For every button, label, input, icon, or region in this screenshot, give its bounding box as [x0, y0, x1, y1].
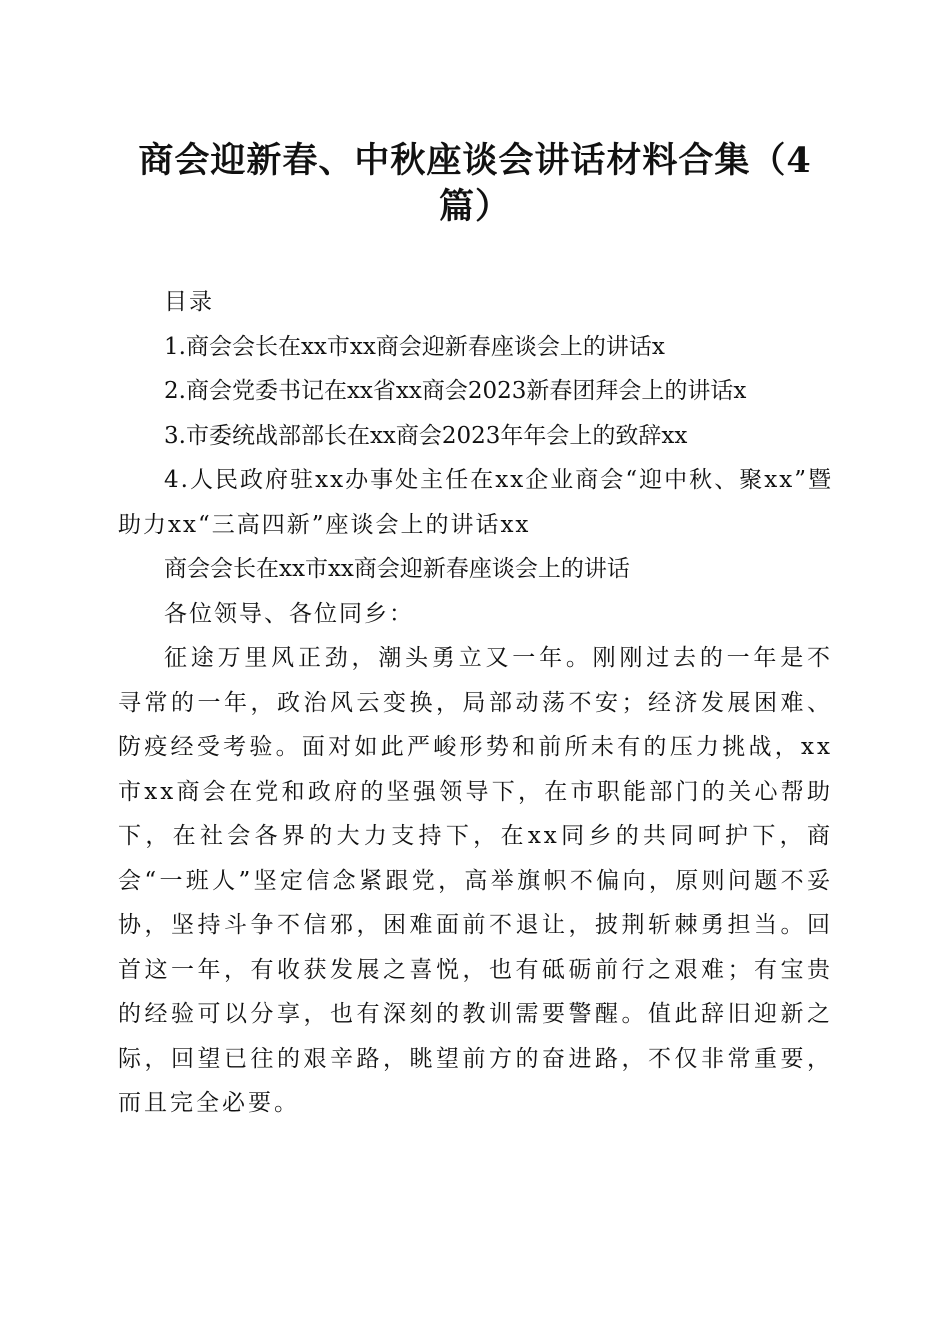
section-title: 商会会长在xx市xx商会迎新春座谈会上的讲话	[164, 556, 630, 582]
document-title	[120, 138, 830, 230]
toc-heading: 目录	[164, 289, 214, 315]
toc-item-2: 2.商会党委书记在xx省xx商会2023新春团拜会上的讲话x	[164, 378, 747, 404]
salutation: 各位领导、各位同乡：	[164, 600, 414, 627]
title-line-2: 篇）	[438, 186, 511, 227]
toc-item-4: 4.人民政府驻xx办事处主任在xx企业商会“迎中秋、聚xx”暨助力xx“三高四新”座谈会上的讲话xx	[118, 467, 833, 538]
body-paragraph: 征途万里风正劲，潮头勇立又一年。刚刚过去的一年是不寻常的一年，政治风云变换，局部动荡不安；经济发展困难、防疫经受考验。面对如此严峻形势和前所未有的压力挑战，xx市xx商会在党和政府的坚强领导下，在市职能部门的关心帮助下，在社会各界的大力支持下，在xx同乡的共同呵护下，商会“一班人”坚定信念紧跟党，高举旗帜不偏向，原则问题不妥协，坚持斗争不信邪，困难面前不退让，披荆斩棘勇担当。回首这一年，有收获发展之喜悦，也有砥砺前行之艰难；有宝贵的经验可以分享，也有深刻的教训需要警醒。值此辞旧迎新之际，回望已往的艰辛路，眺望前方的奋进路，不仅非常重要，而且完全必要。	[118, 645, 833, 1116]
toc-item-1: 1.商会会长在xx市xx商会迎新春座谈会上的讲话x	[164, 333, 665, 360]
toc-item-3: 3.市委统战部部长在xx商会2023年年会上的致辞xx	[164, 422, 688, 449]
document-body	[118, 280, 833, 1126]
title-line-1: 商会迎新春、中秋座谈会讲话材料合集（4	[138, 140, 812, 181]
